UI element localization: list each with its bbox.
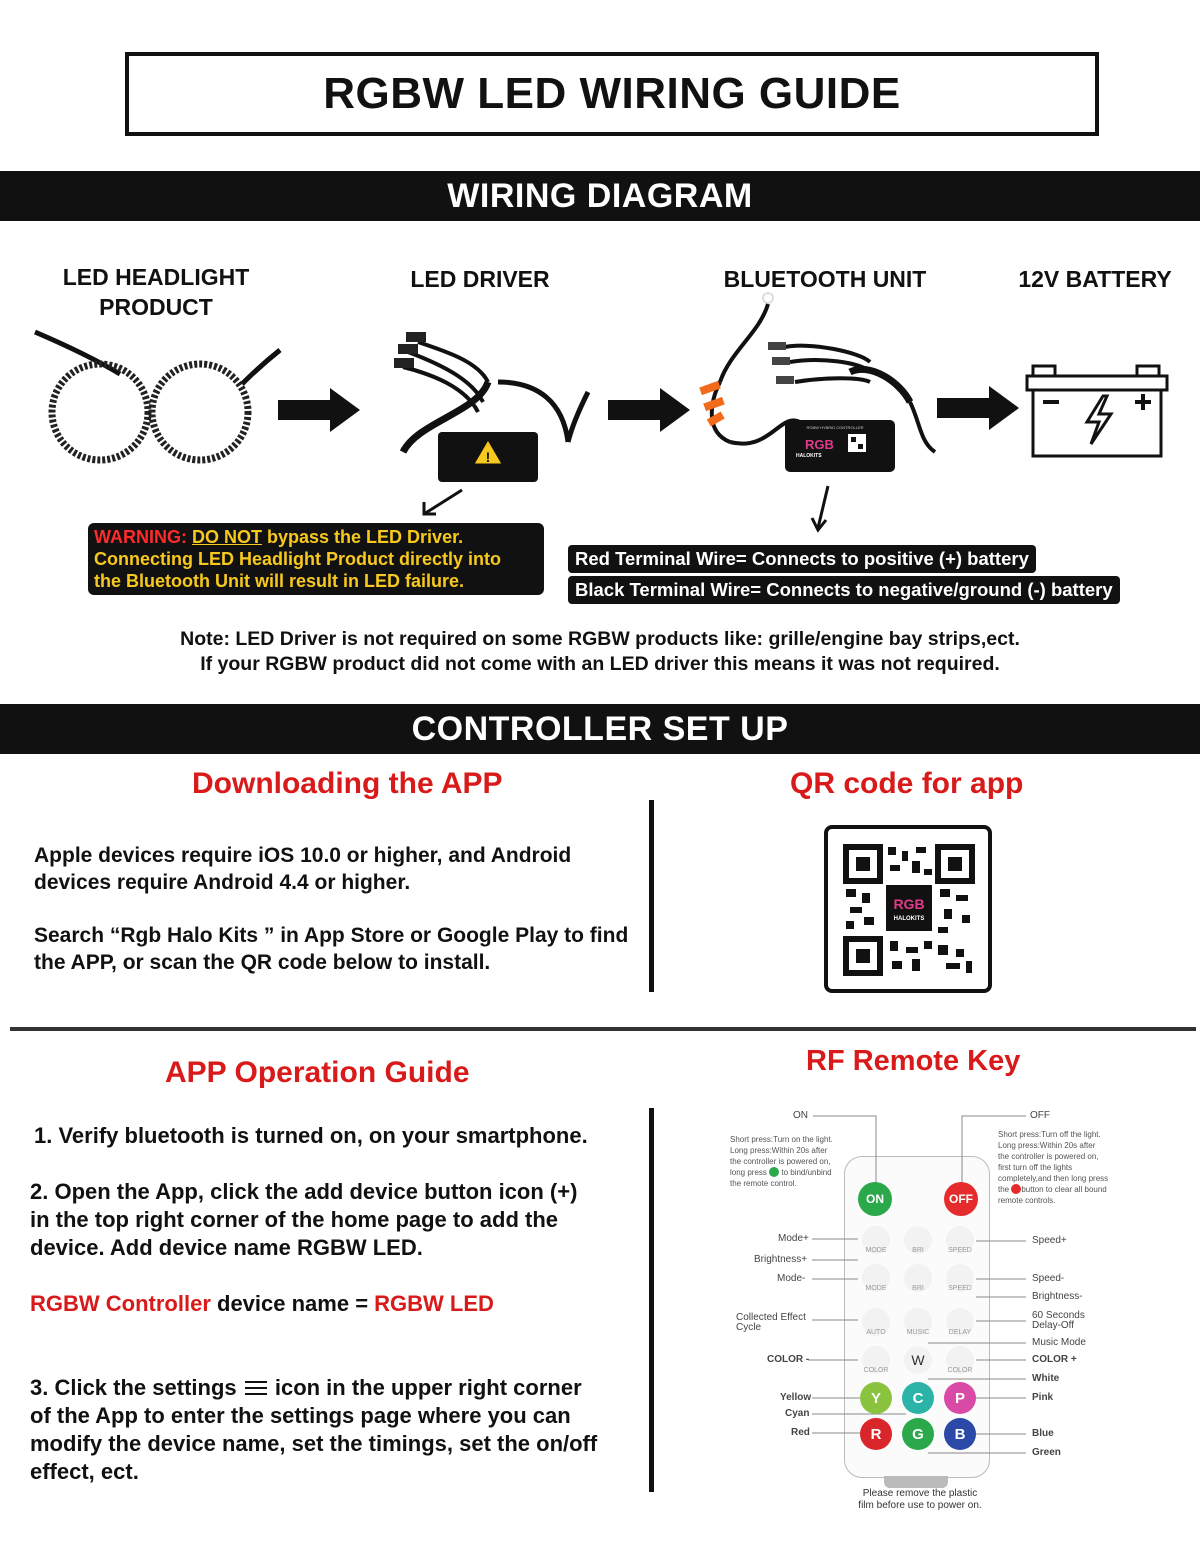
off-desc-5: completely,and then long press — [998, 1174, 1109, 1183]
on-desc-5: the remote control. — [730, 1179, 797, 1188]
qr-code-icon — [828, 829, 988, 989]
sixty-2: Delay-Off — [1032, 1320, 1075, 1331]
svg-text:!: ! — [485, 449, 491, 465]
remote-off-label: OFF — [1030, 1110, 1050, 1121]
remote-blue-button[interactable]: B — [944, 1418, 976, 1450]
color-minus-label: COLOR - — [767, 1354, 810, 1365]
on-desc-4b: to bind/unbind — [779, 1168, 832, 1177]
remote-bri-plus-button[interactable]: BRI — [904, 1226, 932, 1254]
arrow-right-icon-2 — [608, 388, 692, 432]
remote-yellow-button[interactable]: Y — [860, 1382, 892, 1414]
remote-footer — [840, 1488, 1000, 1512]
remote-speed-minus-button[interactable]: SPEED — [946, 1264, 974, 1292]
sixty-seconds-label — [1032, 1311, 1085, 1331]
app-step-3c: modify the device name, set the timings, set the on/off — [30, 1431, 598, 1456]
remote-mode-plus-button[interactable]: MODE — [862, 1226, 890, 1254]
arrow-right-icon-1 — [278, 388, 362, 432]
green-label: Green — [1032, 1447, 1061, 1458]
on-desc-1: Short press:Turn on the light. — [730, 1135, 833, 1144]
remote-mode-minus-button[interactable]: MODE — [862, 1264, 890, 1292]
remote-cyan-button[interactable]: C — [902, 1382, 934, 1414]
mode-plus-label: Mode+ — [778, 1233, 809, 1244]
controller-top-text: RGBW HYBRID CONTROLLER — [806, 425, 864, 430]
red-label: Red — [791, 1427, 810, 1438]
warning-rest: bypass the LED Driver. — [262, 527, 464, 547]
driver-note-line2: If your RGBW product did not come with an LED driver this means it was not required. — [200, 653, 1000, 675]
off-description — [998, 1129, 1108, 1206]
brightness-plus-label: Brightness+ — [754, 1254, 808, 1265]
app-guide-heading: APP Operation Guide — [165, 1056, 470, 1089]
bluetooth-label: BLUETOOTH UNIT — [723, 266, 927, 292]
remote-white-button[interactable]: W — [904, 1346, 932, 1374]
yellow-label: Yellow — [780, 1392, 812, 1403]
remote-pink-button[interactable]: P — [944, 1382, 976, 1414]
off-desc-4: first turn off the lights — [998, 1163, 1073, 1172]
remote-music-button[interactable]: MUSIC — [904, 1308, 932, 1336]
warning-line3: the Bluetooth Unit will result in LED failure. — [94, 571, 465, 591]
red-wire-note: Red Terminal Wire= Connects to positive (+) battery — [568, 545, 1036, 573]
download-text — [34, 842, 644, 976]
device-name-line — [30, 1290, 494, 1317]
off-desc-6a: the — [998, 1185, 1012, 1194]
remote-color-minus-button[interactable]: COLOR — [862, 1346, 890, 1374]
warning-line2: Connecting LED Headlight Product directly into — [94, 549, 502, 569]
remote-auto-button[interactable]: AUTO — [862, 1308, 890, 1336]
warning-emphasis: DO NOT — [192, 527, 263, 547]
off-desc-2: Long press:Within 20s after — [998, 1141, 1096, 1150]
download-p2a: Search “Rgb Halo Kits ” in App Store or Google Play to find — [34, 924, 629, 947]
download-p1b: devices require Android 4.4 or higher. — [34, 871, 411, 894]
wiring-diagram-bar: WIRING DIAGRAM — [0, 171, 1200, 221]
pointer-arrow-icon-1 — [418, 486, 466, 518]
page-title: RGBW LED WIRING GUIDE — [125, 52, 1099, 136]
remote-heading: RF Remote Key — [806, 1045, 1021, 1077]
qr-code[interactable] — [824, 825, 992, 993]
divider-vertical-2 — [649, 1108, 654, 1492]
off-desc-1: Short press:Turn off the light. — [998, 1130, 1101, 1139]
blue-label: Blue — [1032, 1428, 1054, 1439]
divider-vertical-1 — [649, 800, 654, 992]
off-mini-icon — [1011, 1184, 1021, 1194]
off-desc-3: the controller is powered on, — [998, 1152, 1099, 1161]
on-description — [730, 1134, 833, 1189]
app-step-2a: 2. Open the App, click the add device button icon (+) — [30, 1179, 578, 1204]
app-step-2 — [30, 1178, 577, 1262]
driver-label: LED DRIVER — [410, 266, 550, 292]
remote-speed-plus-button[interactable]: SPEED — [946, 1226, 974, 1254]
headlight-label-line2: PRODUCT — [99, 294, 213, 320]
app-step-2b: in the top right corner of the home page to add the — [30, 1207, 558, 1232]
pink-label: Pink — [1032, 1392, 1054, 1403]
headlight-label — [40, 262, 272, 322]
rf-remote-diagram — [700, 1100, 1200, 1520]
remote-delay-button[interactable]: DELAY — [946, 1308, 974, 1336]
remote-off-button[interactable]: OFF — [944, 1182, 978, 1216]
app-step-3 — [30, 1374, 630, 1486]
remote-footer-2: film before use to power on. — [858, 1500, 982, 1511]
led-driver-icon — [388, 322, 593, 487]
speed-minus-label: Speed- — [1032, 1273, 1065, 1284]
headlight-label-line1: LED HEADLIGHT — [62, 264, 250, 290]
on-desc-4a: long press — [730, 1168, 770, 1177]
device-name-controller: RGBW Controller — [30, 1291, 211, 1316]
download-p2b: the APP, or scan the QR code below to install. — [34, 951, 491, 974]
app-step-3a-post: icon in the upper right corner — [268, 1375, 582, 1400]
remote-on-label: ON — [793, 1110, 808, 1121]
collected-2: Cycle — [736, 1322, 762, 1333]
driver-note — [0, 627, 1200, 677]
remote-color-plus-button[interactable]: COLOR — [946, 1346, 974, 1374]
remote-bri-minus-button[interactable]: BRI — [904, 1264, 932, 1292]
divider-horizontal — [10, 1027, 1196, 1031]
app-step-2c: device. Add device name RGBW LED. — [30, 1235, 423, 1260]
on-mini-icon — [769, 1167, 779, 1177]
remote-footer-1: Please remove the plastic — [862, 1488, 978, 1499]
device-name-mid: device name = — [210, 1291, 375, 1316]
brightness-minus-label: Brightness- — [1032, 1291, 1083, 1302]
on-desc-3: the controller is powered on, — [730, 1157, 831, 1166]
music-mode-label: Music Mode — [1032, 1337, 1086, 1348]
black-wire-note: Black Terminal Wire= Connects to negative/ground (-) battery — [568, 576, 1120, 604]
app-step-1: 1. Verify bluetooth is turned on, on your smartphone. — [34, 1123, 588, 1148]
controller-brand-a: RGB — [805, 437, 834, 452]
app-step-3d: effect, ect. — [30, 1459, 139, 1484]
remote-green-button[interactable]: G — [902, 1418, 934, 1450]
battery-icon — [1025, 360, 1170, 460]
download-heading: Downloading the APP — [192, 767, 503, 800]
controller-setup-bar: CONTROLLER SET UP — [0, 704, 1200, 754]
settings-menu-icon — [243, 1378, 269, 1398]
remote-on-button[interactable]: ON — [858, 1182, 892, 1216]
download-p1a: Apple devices require iOS 10.0 or higher, and Android — [34, 844, 572, 867]
off-desc-7: remote controls. — [998, 1196, 1056, 1205]
qr-brand-a: RGB — [893, 896, 925, 912]
remote-red-button[interactable]: R — [860, 1418, 892, 1450]
off-desc-6b: button to clear all bound — [1021, 1185, 1107, 1194]
speed-plus-label: Speed+ — [1032, 1235, 1067, 1246]
qr-brand-b: HALOKITS — [893, 916, 925, 922]
bluetooth-unit-icon — [690, 292, 940, 482]
sixty-1: 60 Seconds — [1032, 1310, 1085, 1321]
warning-label: WARNING: — [94, 527, 187, 547]
warning-box — [88, 523, 544, 595]
collected-1: Collected Effect — [736, 1312, 806, 1323]
collected-effect-label — [736, 1313, 806, 1333]
app-step-3a-pre: 3. Click the settings — [30, 1375, 243, 1400]
driver-note-line1: Note: LED Driver is not required on some RGBW products like: grille/engine bay strips,ect. — [180, 628, 1020, 650]
cyan-label: Cyan — [785, 1408, 810, 1419]
pointer-arrow-icon-2 — [808, 484, 834, 534]
controller-brand-b: HALOKITS — [796, 453, 822, 459]
app-step-3b: of the App to enter the settings page where you can — [30, 1403, 571, 1428]
arrow-right-icon-3 — [937, 386, 1021, 430]
device-name-value: RGBW LED — [374, 1291, 494, 1316]
mode-minus-label: Mode- — [777, 1273, 806, 1284]
battery-label: 12V BATTERY — [1018, 266, 1172, 292]
white-label: White — [1032, 1373, 1060, 1384]
color-plus-label: COLOR + — [1032, 1354, 1077, 1365]
led-headlight-rings-icon — [30, 322, 290, 472]
on-desc-2: Long press:Within 20s after — [730, 1146, 828, 1155]
qr-heading: QR code for app — [790, 767, 1024, 800]
